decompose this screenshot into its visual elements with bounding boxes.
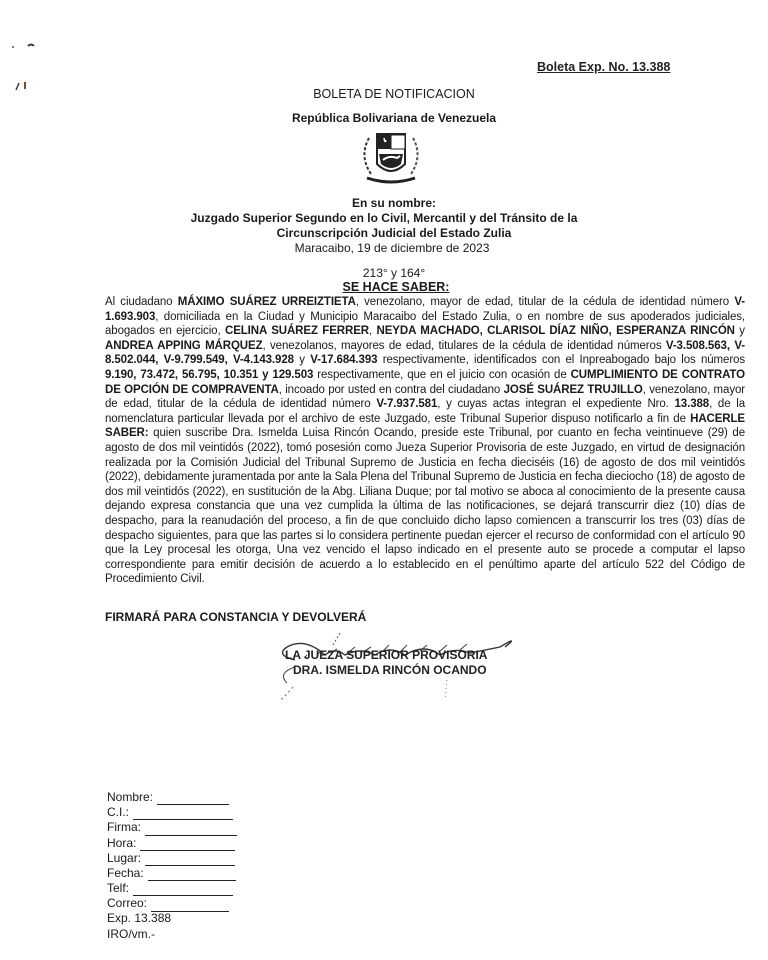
body-text: y <box>734 325 745 338</box>
id-numbers: V-3.508.563, V-8.502.044, V-9.799.549, V-4.143.928 <box>105 339 745 367</box>
coat-of-arms-seal <box>355 128 427 190</box>
notified-party-name: MÁXIMO SUÁREZ URREIZTIETA <box>177 296 356 308</box>
place-date: Maracaibo, 19 de diciembre de 2023 <box>294 241 490 255</box>
body-text: quien suscribe Dra. Ismelda Luisa Rincón Ocando, preside este Tribunal, por cuanto en fecha veintinueve (29) de agosto de dos mil veintidós (2022), tomó posesión como Jueza Superior Provisoria de este Juzgado, en virtud de designación realizada por la Comisión Judicial del Tribunal Supremo de Justicia en fecha dieciséis (16) de agosto de dos mil veintidós (2022), debidamente juramentada por ante la Sala Plena del Tribunal Supremo de Justicia en fecha dieciocho (18) de agosto de dos mil veintidós (2022), en sustitución de la Abg. Liliana Duque; por tal motivo se aboca al conocimiento de la presente causa dejando expresa constancia que una vez cumplida la última de las notificaciones, se dejará transcurrir diez (10) días de despacho, para la reanudación del proceso, a fin de que concluido dicho lapso comiencen a transcurrir los tres (03) días de despacho siguientes, para que las partes si lo considera pertinente puedan ejercer el recurso de conformidad con el artículo 90 que la Ley procesal les otorga, Una vez vencido el lapso indicado en el presente auto se procede a computar el lapso correspondiente para emitir decisión de acuerdo a lo establecido en el penúltimo aparte del artículo 522 del Código de Procedimiento Civil. <box>105 427 745 586</box>
years-line: 213° y 164° <box>362 266 426 280</box>
id-number: V-7.937.581 <box>376 398 438 411</box>
form-initials: IRO/vm.- <box>107 926 155 941</box>
signature-block <box>285 648 487 678</box>
body-text: , de la nomenclatura particular llevada por el archivo de este Juzgado, este Tribunal Superior dispuso notificarlo a fin de <box>105 398 746 425</box>
hacerle-saber: HACERLE SABER: <box>105 412 745 440</box>
body-text: respectivamente, que en el juicio con ocasión de <box>313 368 571 381</box>
court-name-line2: Circunscripción Judicial del Estado Zulia <box>276 226 512 240</box>
form-row-lugar <box>107 851 237 866</box>
form-exp-number: Exp. 13.388 <box>107 911 172 926</box>
body-text: respectivamente, identificados con el Inpreabogado bajo los números <box>377 354 746 367</box>
form-row-hora <box>107 836 237 851</box>
ci-label: C.I.: <box>107 805 130 820</box>
firma-field[interactable] <box>145 825 237 836</box>
hora-label: Hora: <box>107 835 137 850</box>
hora-field[interactable] <box>140 840 235 851</box>
sign-and-return-instruction: FIRMARÁ PARA CONSTANCIA Y DEVOLVERÁ <box>105 610 367 624</box>
notification-body <box>105 295 745 587</box>
nombre-field[interactable] <box>157 794 229 805</box>
form-row-correo <box>107 896 237 911</box>
case-type: CUMPLIMIENTO DE CONTRATO DE OPCIÓN DE COMPRAVENTA <box>105 368 745 396</box>
nombre-label: Nombre: <box>107 789 154 804</box>
body-text: , y cuyas actas integran el expediente Nro. <box>437 398 675 411</box>
defendant-name: JOSÉ SUÁREZ TRUJILLO <box>503 383 643 396</box>
telf-field[interactable] <box>133 885 233 896</box>
republic-heading: República Bolivariana de Venezuela <box>291 111 497 125</box>
form-row-firma <box>107 820 237 835</box>
ci-field[interactable] <box>133 809 233 820</box>
body-text: , incoado por usted en contra del ciudadano <box>278 383 504 396</box>
id-number: V-17.684.393 <box>310 354 378 367</box>
body-text: , venezolano, mayor de edad, titular de la cédula de identidad número <box>105 383 745 411</box>
firma-label: Firma: <box>107 820 141 835</box>
fecha-label: Fecha: <box>107 865 144 880</box>
lawyer-names: NEYDA MACHADO, CLARISOL DÍAZ NIÑO, ESPERANZA RINCÓN <box>376 325 735 338</box>
form-row-nombre <box>107 790 237 805</box>
id-number: V-1.693.903 <box>105 296 745 323</box>
correo-field[interactable] <box>151 901 229 912</box>
se-hace-saber-heading: SE HACE SABER: <box>342 280 450 294</box>
body-text: , venezolano, mayor de edad, titular de la cédula de identidad número <box>355 296 735 308</box>
lugar-label: Lugar: <box>107 850 142 865</box>
telf-label: Telf: <box>107 881 130 896</box>
fecha-field[interactable] <box>148 870 236 881</box>
case-file-number: 13.388 <box>674 398 710 411</box>
court-name-line1: Juzgado Superior Segundo en lo Civil, Mercantil y del Tránsito de la <box>190 211 578 225</box>
body-text: , venezolanos, mayores de edad, titulares de la cédula de identidad números <box>262 339 666 352</box>
body-text: Al ciudadano <box>105 296 178 308</box>
lawyer-name: CELINA SUÁREZ FERRER <box>224 325 369 338</box>
signer-role: LA JUEZA SUPERIOR PROVISORIA <box>285 648 488 662</box>
form-row-fecha <box>107 866 237 881</box>
signer-name: DRA. ISMELDA RINCÓN OCANDO <box>293 663 487 677</box>
body-text: , <box>368 325 377 338</box>
boleta-exp-number: Boleta Exp. No. 13.388 <box>537 60 671 74</box>
correo-label: Correo: <box>107 896 148 911</box>
inpreabogado-numbers: 9.190, 73.472, 56.795, 10.351 y 129.503 <box>105 368 314 381</box>
lugar-field[interactable] <box>145 855 235 866</box>
form-row-ci <box>107 805 237 820</box>
document-title: BOLETA DE NOTIFICACION <box>313 87 475 101</box>
form-row-telf <box>107 881 237 896</box>
body-text: y <box>293 354 311 367</box>
lawyer-name: ANDREA APPING MÁRQUEZ <box>105 339 263 352</box>
in-name-label: En su nombre: <box>351 196 436 210</box>
receipt-form <box>107 790 237 942</box>
body-text: , domiciliada en la Ciudad y Municipio Maracaibo del Estado Zulia, o en nombre de sus apoderados judiciales, abogados en ejercicio, <box>105 310 745 338</box>
